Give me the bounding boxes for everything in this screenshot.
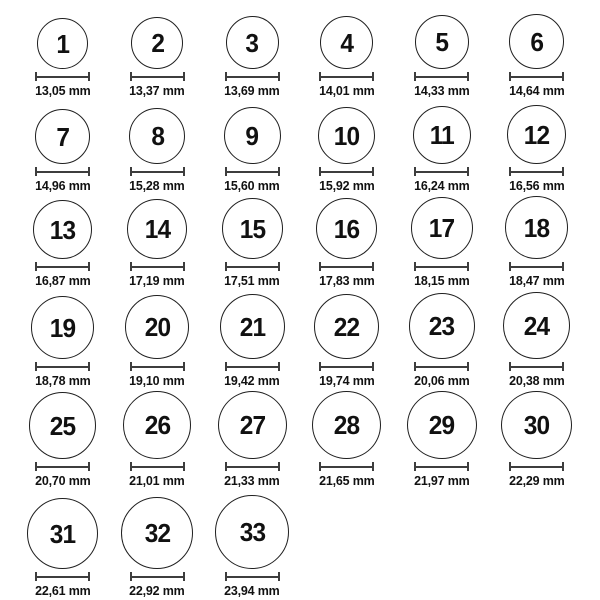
ring-size-number: 13 [49, 214, 76, 245]
ring-size-number: 6 [530, 26, 543, 57]
measure-bar [226, 76, 279, 78]
measure-bar [415, 76, 468, 78]
ring-size-cell [110, 196, 205, 291]
measure-tick-right [467, 167, 469, 176]
measure-bar [131, 266, 184, 268]
diameter-label: 21,01 mm [129, 473, 185, 488]
measure-tick-right [467, 362, 469, 371]
diameter-label: 13,69 mm [224, 83, 280, 98]
ring-size-cell [300, 391, 395, 491]
measure-bar [226, 466, 279, 468]
ring-circle [505, 196, 568, 259]
measure-tick-right [467, 462, 469, 471]
ring-circle [226, 16, 279, 69]
diameter-label: 23,94 mm [224, 583, 280, 598]
ring-size-number: 24 [523, 310, 550, 341]
ring-size-number: 21 [239, 311, 265, 342]
ring-circle [37, 18, 88, 69]
ring-size-cell [489, 6, 584, 101]
ring-size-cell [300, 101, 395, 196]
diameter-measure-line [35, 262, 90, 271]
diameter-measure-line [319, 362, 374, 371]
measure-tick-right [372, 262, 374, 271]
ring-circle [222, 198, 283, 259]
ring-circle [503, 292, 570, 359]
diameter-label: 22,29 mm [508, 473, 565, 488]
ring-circle [33, 200, 92, 259]
diameter-measure-line [225, 362, 280, 371]
ring-size-cell [489, 391, 584, 491]
diameter-label: 18,15 mm [414, 273, 470, 288]
diameter-measure-line [225, 262, 280, 271]
measure-bar [415, 466, 468, 468]
diameter-measure-line [130, 462, 185, 471]
ring-circle [131, 17, 183, 69]
measure-bar [510, 266, 563, 268]
measure-tick-right [372, 72, 374, 81]
ring-size-cell [15, 6, 110, 101]
ring-size-number: 25 [49, 410, 76, 441]
diameter-measure-line [319, 72, 374, 81]
measure-bar [226, 171, 279, 173]
measure-bar [510, 366, 563, 368]
diameter-measure-line [35, 167, 90, 176]
measure-bar [226, 576, 279, 578]
diameter-label: 21,97 mm [414, 473, 470, 488]
ring-circle [407, 391, 477, 459]
diameter-label: 18,47 mm [508, 273, 565, 288]
diameter-label: 19,10 mm [129, 373, 185, 388]
diameter-measure-line [414, 462, 469, 471]
ring-size-cell [15, 196, 110, 291]
ring-size-cell [300, 196, 395, 291]
measure-tick-right [562, 72, 564, 81]
ring-circle [29, 392, 96, 459]
measure-tick-right [562, 167, 564, 176]
measure-tick-right [88, 572, 90, 581]
ring-size-cell [205, 491, 300, 600]
measure-tick-right [183, 72, 185, 81]
measure-tick-right [372, 167, 374, 176]
diameter-measure-line [509, 167, 564, 176]
diameter-measure-line [225, 167, 280, 176]
ring-size-cell [394, 391, 489, 491]
diameter-label: 17,19 mm [129, 273, 185, 288]
measure-tick-right [88, 362, 90, 371]
ring-circle [320, 16, 373, 69]
ring-size-number: 14 [144, 214, 170, 244]
measure-bar [131, 76, 184, 78]
diameter-label: 21,33 mm [224, 473, 280, 488]
ring-circle [509, 14, 564, 69]
ring-circle [215, 495, 289, 569]
ring-circle [121, 497, 193, 569]
diameter-label: 14,33 mm [414, 83, 470, 98]
ring-circle [318, 107, 375, 164]
diameter-measure-line [35, 462, 90, 471]
ring-size-cell [110, 101, 205, 196]
measure-bar [36, 266, 89, 268]
diameter-label: 16,87 mm [34, 273, 91, 288]
ring-size-number: 32 [144, 518, 170, 548]
ring-size-number: 11 [429, 120, 454, 150]
measure-tick-right [562, 362, 564, 371]
ring-size-cell [205, 391, 300, 491]
diameter-measure-line [319, 167, 374, 176]
measure-tick-right [372, 462, 374, 471]
measure-tick-right [88, 262, 90, 271]
diameter-measure-line [35, 362, 90, 371]
ring-size-number: 29 [429, 410, 455, 441]
ring-size-cell [394, 291, 489, 391]
ring-size-cell [205, 196, 300, 291]
diameter-measure-line [225, 72, 280, 81]
ring-size-cell [110, 491, 205, 600]
measure-bar [226, 366, 279, 368]
ring-size-cell [394, 6, 489, 101]
ring-size-cell [205, 6, 300, 101]
ring-size-number: 16 [334, 213, 360, 244]
diameter-label: 15,92 mm [319, 178, 375, 193]
ring-size-number: 5 [435, 27, 449, 57]
diameter-label: 20,70 mm [34, 473, 91, 488]
ring-circle [224, 107, 281, 164]
diameter-label: 19,74 mm [319, 373, 375, 388]
measure-tick-right [278, 572, 280, 581]
measure-tick-right [278, 462, 280, 471]
ring-size-number: 8 [150, 121, 164, 151]
measure-tick-right [183, 167, 185, 176]
ring-circle [27, 498, 98, 569]
measure-bar [36, 576, 89, 578]
ring-size-number: 10 [334, 120, 360, 151]
diameter-label: 16,56 mm [508, 178, 565, 193]
diameter-measure-line [35, 572, 90, 581]
diameter-measure-line [130, 72, 185, 81]
measure-tick-right [372, 362, 374, 371]
ring-size-cell [15, 101, 110, 196]
measure-bar [36, 171, 89, 173]
diameter-label: 14,64 mm [508, 83, 565, 98]
diameter-measure-line [319, 462, 374, 471]
measure-bar [36, 366, 89, 368]
ring-size-number: 28 [334, 410, 360, 441]
ring-size-number: 17 [429, 213, 455, 243]
ring-size-number: 26 [144, 410, 170, 440]
measure-bar [131, 576, 184, 578]
ring-circle [415, 15, 469, 69]
measure-bar [415, 366, 468, 368]
measure-bar [510, 76, 563, 78]
ring-size-number: 19 [49, 312, 76, 343]
ring-circle [218, 391, 287, 459]
ring-size-number: 22 [334, 311, 360, 342]
diameter-measure-line [509, 262, 564, 271]
ring-size-cell [300, 291, 395, 391]
ring-circle [413, 106, 471, 164]
diameter-label: 20,06 mm [414, 373, 470, 388]
ring-circle [411, 197, 473, 259]
ring-size-cell [300, 6, 395, 101]
measure-tick-right [88, 72, 90, 81]
ring-size-cell [205, 291, 300, 391]
measure-bar [320, 366, 373, 368]
ring-circle [501, 391, 572, 459]
ring-size-cell [110, 391, 205, 491]
measure-tick-right [183, 572, 185, 581]
diameter-label: 19,42 mm [224, 373, 280, 388]
ring-size-number: 12 [523, 119, 550, 150]
diameter-measure-line [35, 72, 90, 81]
measure-tick-right [467, 262, 469, 271]
diameter-measure-line [319, 262, 374, 271]
measure-tick-right [278, 72, 280, 81]
ring-size-number: 15 [239, 213, 265, 244]
measure-bar [320, 76, 373, 78]
measure-bar [320, 466, 373, 468]
ring-size-cell [394, 101, 489, 196]
ring-size-number: 9 [245, 120, 259, 151]
measure-tick-right [88, 167, 90, 176]
ring-size-cell [15, 491, 110, 600]
ring-size-number: 1 [56, 28, 69, 59]
ring-circle [127, 199, 187, 259]
diameter-measure-line [509, 462, 564, 471]
measure-tick-right [183, 262, 185, 271]
diameter-measure-line [414, 362, 469, 371]
diameter-label: 22,61 mm [34, 583, 91, 598]
diameter-measure-line [130, 572, 185, 581]
measure-bar [320, 171, 373, 173]
measure-bar [415, 266, 468, 268]
ring-circle [507, 105, 566, 164]
measure-tick-right [562, 262, 564, 271]
measure-bar [36, 466, 89, 468]
diameter-label: 17,51 mm [224, 273, 280, 288]
ring-size-number: 30 [523, 410, 550, 441]
ring-size-number: 7 [56, 121, 69, 152]
diameter-label: 18,78 mm [34, 373, 91, 388]
diameter-label: 16,24 mm [414, 178, 470, 193]
diameter-measure-line [509, 362, 564, 371]
measure-tick-right [183, 462, 185, 471]
ring-size-number: 20 [144, 312, 170, 342]
diameter-label: 13,37 mm [129, 83, 185, 98]
diameter-label: 15,28 mm [129, 178, 185, 193]
ring-size-cell [489, 196, 584, 291]
ring-size-cell [15, 291, 110, 391]
ring-size-number: 23 [429, 311, 455, 341]
measure-bar [36, 76, 89, 78]
diameter-measure-line [225, 572, 280, 581]
measure-bar [131, 171, 184, 173]
ring-circle [123, 391, 191, 459]
measure-tick-right [278, 167, 280, 176]
ring-size-cell [394, 196, 489, 291]
diameter-label: 13,05 mm [34, 83, 91, 98]
ring-circle [129, 108, 185, 164]
ring-size-cell [489, 291, 584, 391]
measure-bar [131, 466, 184, 468]
ring-size-number: 31 [49, 518, 76, 549]
diameter-measure-line [130, 262, 185, 271]
ring-circle [35, 109, 90, 164]
measure-tick-right [88, 462, 90, 471]
measure-bar [320, 266, 373, 268]
ring-size-number: 18 [523, 212, 550, 243]
diameter-label: 22,92 mm [129, 583, 185, 598]
measure-bar [510, 466, 563, 468]
ring-size-cell [205, 101, 300, 196]
measure-bar [510, 171, 563, 173]
diameter-measure-line [509, 72, 564, 81]
ring-circle [314, 294, 379, 359]
ring-size-number: 2 [150, 28, 164, 58]
ring-size-cell [15, 391, 110, 491]
ring-size-cell [489, 101, 584, 196]
diameter-label: 15,60 mm [224, 178, 280, 193]
measure-tick-right [183, 362, 185, 371]
ring-circle [220, 294, 285, 359]
diameter-measure-line [130, 362, 185, 371]
ring-size-number: 33 [239, 517, 265, 547]
measure-bar [415, 171, 468, 173]
diameter-measure-line [414, 262, 469, 271]
ring-size-number: 4 [340, 27, 354, 58]
measure-tick-right [278, 262, 280, 271]
diameter-label: 17,83 mm [319, 273, 375, 288]
ring-circle [312, 391, 381, 459]
diameter-label: 20,38 mm [508, 373, 565, 388]
ring-circle [409, 293, 475, 359]
measure-bar [131, 366, 184, 368]
ring-circle [316, 198, 377, 259]
ring-size-number: 3 [245, 27, 259, 58]
ring-circle [125, 295, 189, 359]
ring-size-number: 27 [239, 410, 265, 441]
diameter-label: 14,01 mm [319, 83, 375, 98]
diameter-measure-line [414, 72, 469, 81]
diameter-measure-line [225, 462, 280, 471]
measure-bar [226, 266, 279, 268]
diameter-measure-line [130, 167, 185, 176]
measure-tick-right [278, 362, 280, 371]
measure-tick-right [467, 72, 469, 81]
ring-size-cell [110, 291, 205, 391]
diameter-measure-line [414, 167, 469, 176]
diameter-label: 21,65 mm [319, 473, 375, 488]
ring-circle [31, 296, 94, 359]
diameter-label: 14,96 mm [34, 178, 91, 193]
ring-size-cell [110, 6, 205, 101]
measure-tick-right [562, 462, 564, 471]
